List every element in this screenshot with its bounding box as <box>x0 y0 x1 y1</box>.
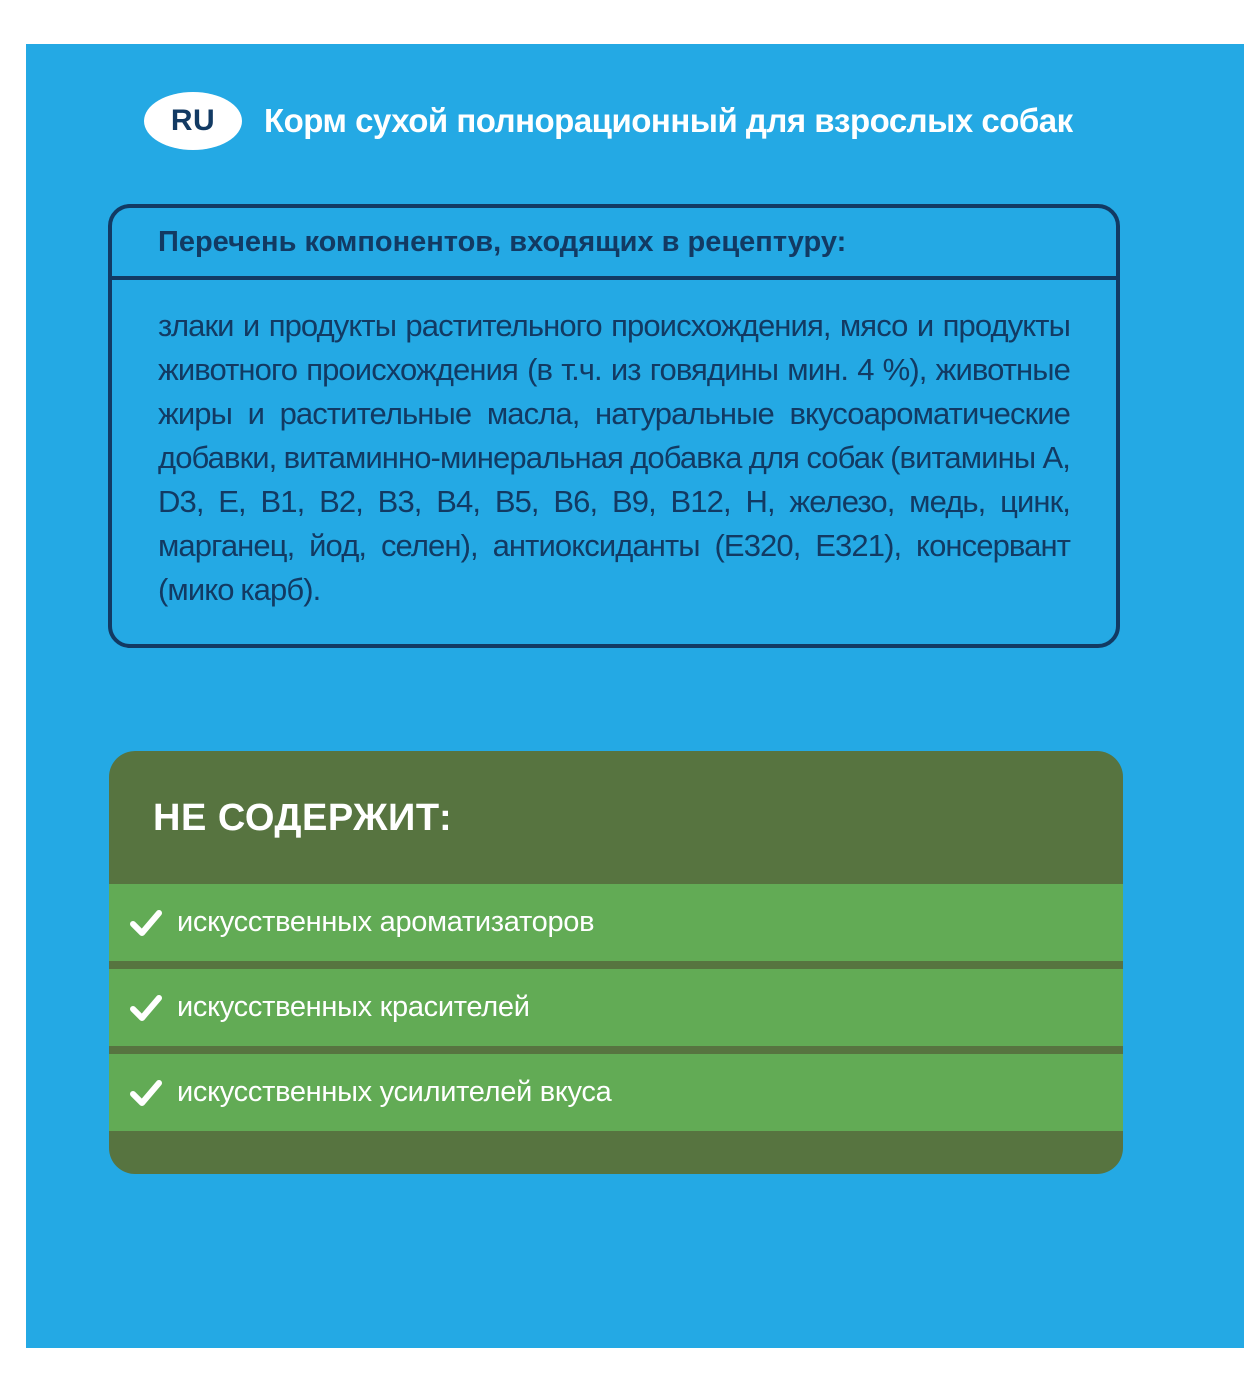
free-from-item <box>109 969 1123 1046</box>
ingredients-box <box>108 204 1120 648</box>
free-from-item <box>109 884 1123 961</box>
free-from-item-label: искусственных красителей <box>177 991 530 1023</box>
language-code: RU <box>170 104 216 137</box>
checkmark-icon <box>129 991 163 1025</box>
product-title: Корм сухой полнорационный для взрослых собак <box>264 102 1073 139</box>
language-badge <box>144 92 242 150</box>
free-from-item <box>109 1054 1123 1131</box>
checkmark-icon <box>129 906 163 940</box>
free-from-box <box>109 751 1123 1174</box>
header <box>144 92 1073 150</box>
free-from-item-label: искусственных ароматизаторов <box>177 906 595 938</box>
ingredients-text: злаки и продукты растительного происхождения, мясо и продукты животного происхождения (в т.ч. из говядины мин. 4 %), животные жиры и растительные масла, натуральные вкусоароматические добавки, витаминно-минеральная добавка для собак (витамины A, D3, E, B1, B2, B3, B4, B5, B6, B9, B12, H, железо, медь, цинк, марганец, йод, селен), антиоксиданты (E320, E321), консервант (мико карб). <box>158 308 1070 607</box>
ingredients-heading: Перечень компонентов, входящих в рецептуру: <box>112 208 1116 280</box>
label-panel <box>26 44 1244 1348</box>
checkmark-icon <box>129 1076 163 1110</box>
free-from-title: НЕ СОДЕРЖИТ: <box>153 797 453 839</box>
free-from-item-label: искусственных усилителей вкуса <box>177 1076 612 1108</box>
